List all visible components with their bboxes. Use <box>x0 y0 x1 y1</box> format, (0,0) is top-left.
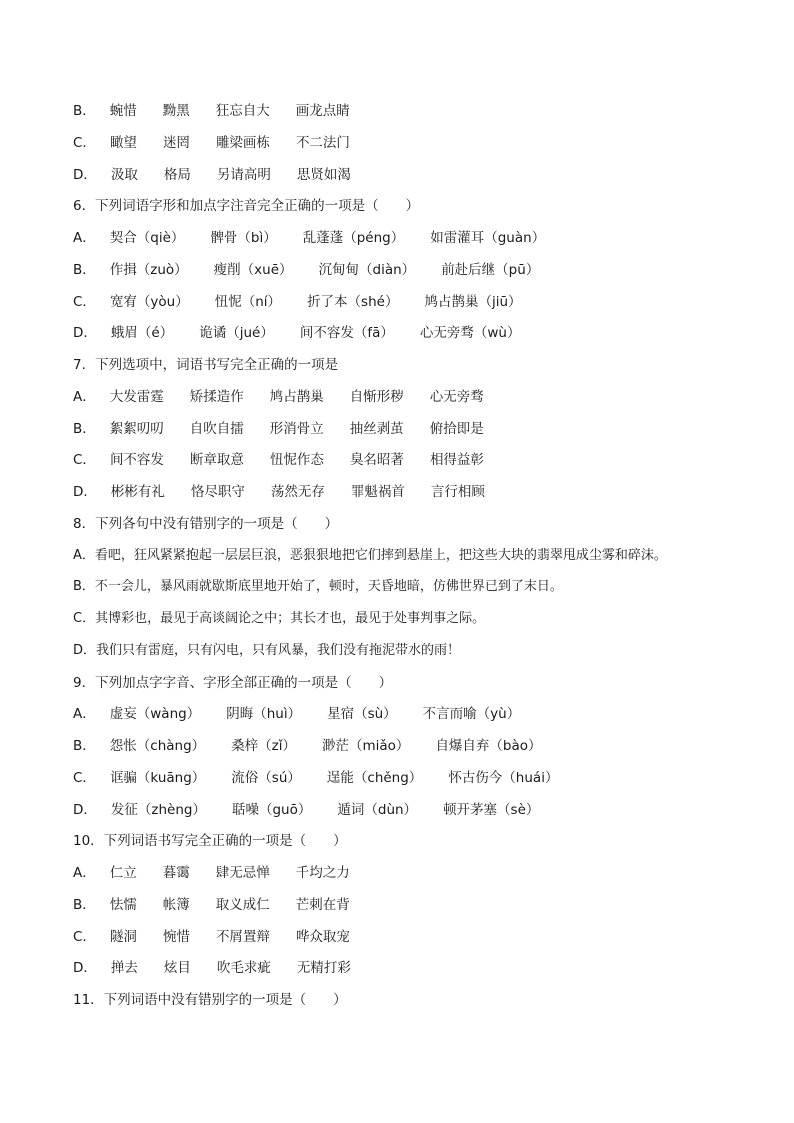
option-line <box>73 734 733 766</box>
option-line <box>73 258 733 290</box>
option-word: 心无旁骛（wù） <box>419 325 521 342</box>
question-stem: 8．下列各句中没有错别字的一项是（ ） <box>73 515 339 532</box>
option-word: 絮絮叨叨 <box>109 420 164 437</box>
option-word: 矫揉造作 <box>189 388 244 405</box>
option-word: 蛾眉（é） <box>110 325 174 342</box>
option-label: C． <box>73 769 96 786</box>
option-word: 瞰望 <box>109 134 137 151</box>
option-label: A． <box>73 865 96 881</box>
option-word: 星宿（sù） <box>327 706 397 723</box>
option-line <box>73 702 733 734</box>
option-word: 前赴后继（pū） <box>441 261 540 278</box>
option-word: 言行相顾 <box>430 484 485 500</box>
option-label: C． <box>73 293 96 310</box>
option-word: 怯懦 <box>109 896 137 913</box>
option-word: 自吹自擂 <box>189 420 244 437</box>
option-word: 瘦削（xuē） <box>213 261 293 278</box>
option-word: 荡然无存 <box>270 484 325 500</box>
question-stem: 6．下列词语字形和加点字注音完全正确的一项是（ ） <box>73 198 420 215</box>
option-line <box>73 925 733 957</box>
option-label: C． <box>73 928 96 945</box>
option-line <box>73 861 733 893</box>
option-word: 间不容发 <box>109 452 164 469</box>
question-stem: 10．下列词语书写完全正确的一项是（ ） <box>73 833 347 850</box>
option-label: C． <box>73 452 96 469</box>
option-word: 折了本（shé） <box>307 293 399 310</box>
option-word: 隧洞 <box>109 928 137 945</box>
option-word: 画龙点睛 <box>295 103 350 119</box>
option-word: 无精打彩 <box>296 960 351 977</box>
option-word: 不屑置辩 <box>215 928 270 945</box>
option-sentence: D．我们只有雷庭，只有闪电，只有风暴，我们没有拖泥带水的雨！ <box>73 642 461 658</box>
option-line <box>73 226 733 258</box>
option-word: 形消骨立 <box>269 420 324 437</box>
option-line <box>73 798 733 830</box>
option-word: 帐簿 <box>162 896 190 913</box>
option-word: 如雷灌耳（guàn） <box>430 230 546 246</box>
option-word: 虚妄（wàng） <box>109 706 201 723</box>
option-label: D． <box>73 801 97 818</box>
option-word: 忸怩作态 <box>269 452 324 469</box>
option-word: 芒刺在背 <box>295 896 350 913</box>
option-word: 忸怩（ní） <box>214 293 282 310</box>
option-word: 狂忘自大 <box>215 103 270 119</box>
option-word: 吹毛求疵 <box>216 960 271 977</box>
option-line <box>73 321 733 353</box>
option-label: A． <box>73 388 96 405</box>
question-stem: 7．下列选项中，词语书写完全正确的一项是 <box>73 357 339 373</box>
option-word: 乱蓬蓬（péng） <box>302 230 405 246</box>
option-word: 取义成仁 <box>215 896 270 913</box>
option-word: 怀古伤今（huái） <box>448 769 559 786</box>
option-word: 自爆自弃（bào） <box>435 738 542 754</box>
option-sentence: B．不一会儿，暴风雨就歇斯底里地开始了，顿时，天昏地暗，仿佛世界已到了末日。 <box>73 579 563 595</box>
option-word: 流俗（sú） <box>231 769 301 786</box>
option-word: 桑梓（zǐ） <box>231 738 296 754</box>
option-word: 作揖（zuò） <box>109 261 188 278</box>
option-word: 心无旁骛 <box>429 388 484 405</box>
option-word: 间不容发（fā） <box>299 325 394 342</box>
option-word: 掸去 <box>110 960 138 977</box>
option-label: D． <box>73 325 97 342</box>
option-line <box>73 448 733 480</box>
option-word: 诡谲（jué） <box>199 325 274 342</box>
option-word: 恪尽职守 <box>190 484 245 500</box>
option-word: 契合（qiè） <box>109 230 185 246</box>
option-line <box>73 480 733 512</box>
question-stem: 9．下列加点字字音、字形全部正确的一项是（ ） <box>73 674 393 691</box>
option-word: 顿开茅塞（sè） <box>443 801 540 818</box>
option-word: 聒噪（guō） <box>231 801 312 818</box>
option-word: 不言而喻（yù） <box>422 706 521 723</box>
option-label: B． <box>73 103 96 119</box>
option-line <box>73 99 733 131</box>
option-word: 鸠占鹊巢（jiū） <box>424 293 522 310</box>
option-label: B． <box>73 420 96 437</box>
option-line <box>73 163 733 195</box>
option-word: 不二法门 <box>295 134 350 151</box>
option-word: 暮霭 <box>162 865 190 881</box>
option-word: 另请高明 <box>216 166 271 183</box>
option-word: 彬彬有礼 <box>110 484 165 500</box>
option-word: 遁词（dùn） <box>337 801 418 818</box>
option-word: 黝黑 <box>162 103 190 119</box>
option-word: 肆无忌惮 <box>215 865 270 881</box>
option-line <box>73 893 733 925</box>
option-line <box>73 385 733 417</box>
option-word: 迷罔 <box>162 134 190 151</box>
option-label: B． <box>73 738 96 754</box>
option-sentence: A．看吧，狂风紧紧抱起一层层巨浪，恶狠狠地把它们摔到悬崖上，把这些大块的翡翠甩成尘雾和碎沫。 <box>73 547 667 563</box>
option-line <box>73 131 733 163</box>
question-stem: 11．下列词语中没有错别字的一项是（ ） <box>73 992 347 1008</box>
option-word: 蜿惜 <box>109 103 137 119</box>
option-label: B． <box>73 261 96 278</box>
option-word: 罪魁祸首 <box>350 484 405 500</box>
option-word: 千均之力 <box>295 865 350 881</box>
option-word: 发征（zhèng） <box>110 801 206 818</box>
option-label: A． <box>73 706 96 723</box>
option-word: 哗众取宠 <box>295 928 350 945</box>
option-label: D． <box>73 166 97 183</box>
option-word: 俯拾即是 <box>429 420 484 437</box>
option-word: 鸠占鹊巢 <box>269 388 324 405</box>
option-line <box>73 766 733 798</box>
option-word: 逞能（chěng） <box>326 769 423 786</box>
option-word: 炫目 <box>163 960 191 977</box>
option-label: A． <box>73 230 96 246</box>
option-word: 阴晦（huì） <box>226 706 302 723</box>
option-word: 渺茫（miǎo） <box>322 738 410 754</box>
option-word: 髀骨（bì） <box>210 230 277 246</box>
option-sentence: C．其博彩也，最见于高谈阔论之中；其长才也，最见于处事判事之际。 <box>73 611 486 626</box>
option-label: D． <box>73 960 97 977</box>
option-line <box>73 956 733 988</box>
option-word: 自惭形秽 <box>349 388 404 405</box>
option-label: B． <box>73 896 96 913</box>
option-word: 断章取意 <box>189 452 244 469</box>
option-word: 仁立 <box>109 865 137 881</box>
option-word: 相得益彰 <box>429 452 484 469</box>
option-word: 思贤如渴 <box>296 166 351 183</box>
option-word: 沉甸甸（diàn） <box>318 261 416 278</box>
option-word: 格局 <box>163 166 191 183</box>
option-label: D． <box>73 484 97 500</box>
option-word: 汲取 <box>110 166 138 183</box>
option-label: C． <box>73 134 96 151</box>
option-word: 大发雷霆 <box>109 388 164 405</box>
option-word: 诓骗（kuāng） <box>109 769 206 786</box>
option-word: 雕梁画栋 <box>215 134 270 151</box>
option-word: 抽丝剥茧 <box>349 420 404 437</box>
option-word: 惋惜 <box>162 928 190 945</box>
option-line <box>73 417 733 449</box>
option-word: 宽宥（yòu） <box>109 293 189 310</box>
option-word: 怨怅（chàng） <box>109 738 206 754</box>
option-line <box>73 290 733 322</box>
option-word: 臭名昭著 <box>349 452 404 469</box>
document-page <box>73 99 733 1020</box>
